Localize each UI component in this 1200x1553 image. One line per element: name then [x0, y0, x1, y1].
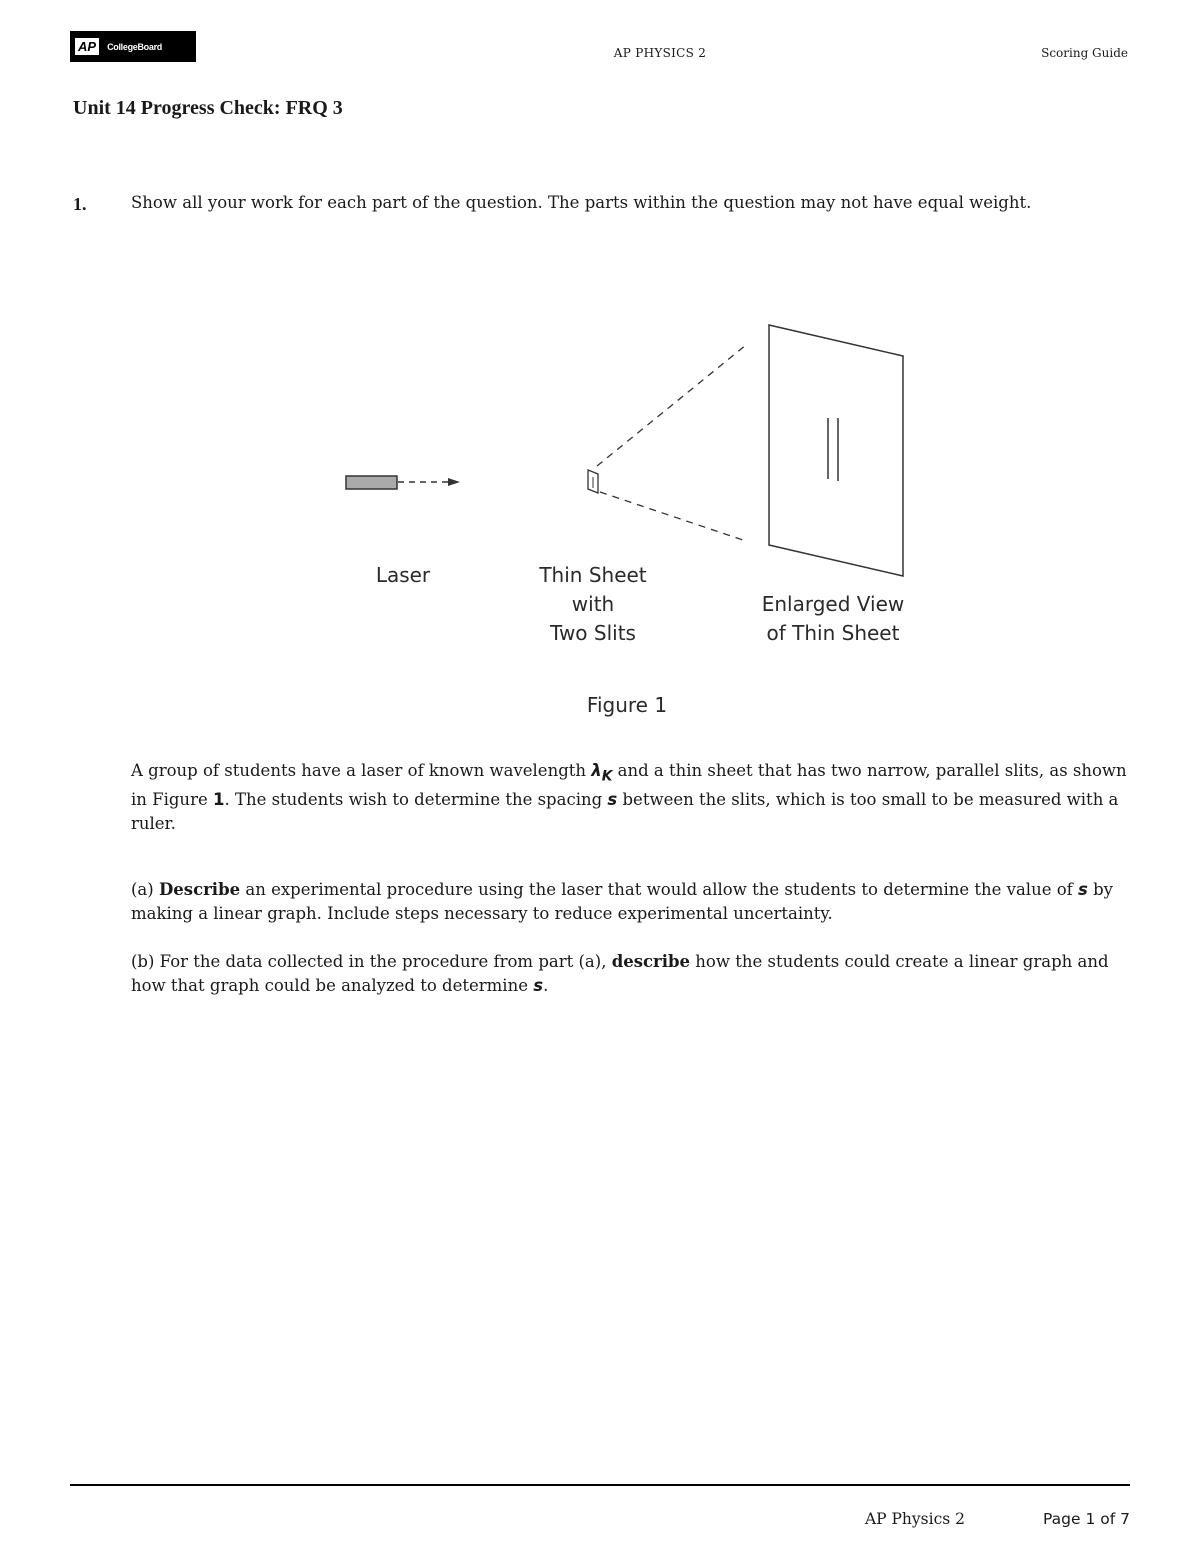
part-b-paragraph: [131, 950, 1131, 998]
figure-caption: Figure 1: [586, 693, 668, 717]
part-b-verb: describe: [611, 952, 691, 971]
part-a-text-2: by making a linear graph. Include steps necessary to reduce experimental uncertainty.: [131, 880, 1113, 923]
part-a-prefix: (a): [131, 880, 159, 899]
projection-line-top: [597, 345, 746, 466]
footer-divider: [70, 1484, 1130, 1486]
part-b-spacing-symbol: s: [533, 976, 544, 995]
lambda-char: λ: [591, 761, 602, 780]
question-number: 1.: [73, 194, 87, 214]
header-course: AP PHYSICS 2: [613, 46, 707, 60]
intro-text-2: and a thin sheet that has two narrow, parallel slits, as shown in Figure: [131, 761, 1127, 810]
question-instruction: Show all your work for each part of the question. The parts within the question may not have equal weight.: [131, 193, 1032, 212]
lambda-subscript: K: [601, 768, 613, 785]
part-a-paragraph: [131, 878, 1131, 926]
label-laser: Laser: [375, 563, 431, 587]
page-title: Unit 14 Progress Check: FRQ 3: [73, 97, 343, 119]
beam-arrowhead: [448, 478, 460, 486]
enlarged-sheet: [769, 325, 903, 576]
label-enlarged-line2: of Thin Sheet: [766, 621, 900, 645]
footer-page-number: Page 1 of 7: [1043, 1510, 1130, 1528]
projection-line-bottom: [600, 492, 746, 541]
intro-text-3: . The students wish to determine the spacing: [224, 790, 608, 810]
logo-collegeboard-text: CollegeBoard: [107, 41, 162, 52]
label-enlarged-line1: Enlarged View: [761, 592, 905, 616]
intro-text-4: between the slits, which is too small to be measured with a ruler.: [131, 790, 1119, 834]
figure-number: 1: [212, 790, 225, 810]
part-a-spacing-symbol: s: [1078, 880, 1088, 899]
logo-ap-mark: AP: [75, 38, 99, 55]
part-b-text-1: (b) For the data collected in the procedure from part (a),: [131, 952, 612, 971]
part-a-verb: Describe: [158, 880, 241, 899]
spacing-symbol: s: [607, 790, 618, 810]
lambda-symbol: [591, 761, 613, 785]
label-sheet-line2: with: [571, 592, 615, 616]
part-b-text-3: .: [543, 976, 549, 995]
laser-body: [346, 476, 397, 489]
intro-paragraph: [131, 759, 1131, 836]
part-b-text-2: how the students could create a linear graph and how that graph could be analyzed to determine: [131, 952, 1109, 995]
label-sheet-line3: Two Slits: [550, 621, 636, 645]
intro-text-1: A group of students have a laser of known wavelength: [131, 761, 592, 780]
label-sheet-line1: Thin Sheet: [539, 563, 647, 587]
part-a-text-1: an experimental procedure using the laser that would allow the students to determine the value of: [240, 880, 1078, 899]
footer-course: AP Physics 2: [864, 1510, 965, 1528]
header-guide-label: Scoring Guide: [1041, 46, 1128, 60]
